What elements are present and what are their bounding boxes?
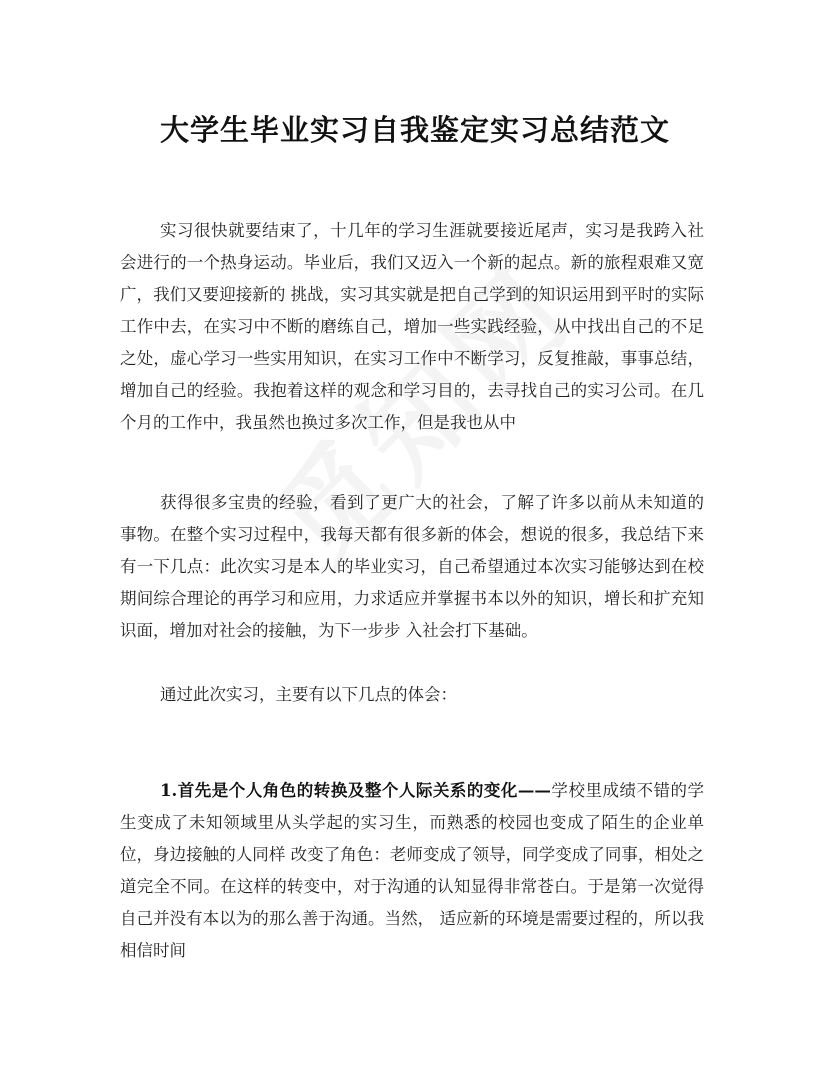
- paragraph-point-1: [120, 775, 704, 967]
- paragraph-summary-intro: 通过此次实习，主要有以下几点的体会：: [160, 685, 457, 704]
- paragraph-experience: 获得很多宝贵的经验，看到了更广大的社会，了解了许多以前从未知道的事物。在整个实习过程中，我每天都有很多新的体会，想说的很多，我总结下来有一下几点：此次实习是本人的毕业实习，自己希望通过本次实习能够达到在校期间综合理论的再学习和应用，力求适应并掌握书本以外的知识，增长和扩充知识面，增加对社会的接触，为下一步步 入社会打下基础。: [120, 493, 704, 640]
- document-title: 大学生毕业实习自我鉴定实习总结范文: [159, 113, 670, 147]
- paragraph-intro: 实习很快就要结束了，十几年的学习生涯就要接近尾声，实习是我跨入社会进行的一个热身运动。毕业后，我们又迈入一个新的起点。新的旅程艰难又宽广，我们又要迎接新的 挑战，实习其实就是把自己学到的知识运用到平时的实际工作中去，在实习中不断的磨练自己，增加一些实践经验，从中找出自己的不足之处，虚心学习一些实用知识，在实习工作中不断学习，反复推敲，事事总结，增加自己的经验。我抱着这样的观念和学习目的，去寻找自己的实习公司。在几个月的工作中，我虽然也换过多次工作，但是我也从中: [120, 221, 704, 432]
- point-1-body: 学校里成绩不错的学生变成了未知领域里从头学起的实习生，而熟悉的校园也变成了陌生的企业单位，身边接触的人同样 改变了角色：老师变成了领导，同学变成了同事，相处之道完全不同。在这样的转变中，对于沟通的认知显得非常苍白。于是第一次觉得自己并没有本以为的那么善于沟通。当然， 适应新的环境是需要过程的，所以我相信时间: [120, 781, 705, 960]
- point-1-heading: 1.首先是个人角色的转换及整个人际关系的变化——: [160, 781, 551, 800]
